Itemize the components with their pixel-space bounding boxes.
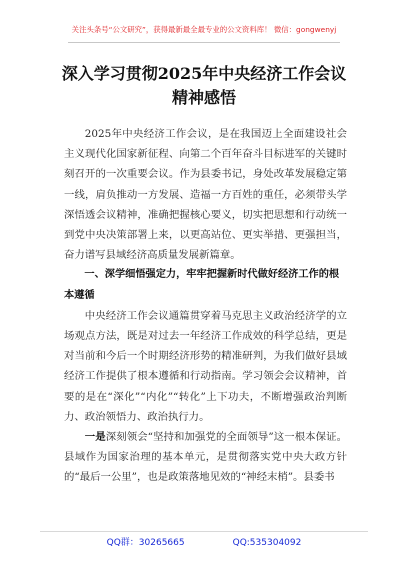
intro-paragraph: 2025年中央经济工作会议，是在我国迈上全面建设社会主义现代化国家新征程、向第二个百年奋斗目标进军的关键时刻召开的一次重要会议。作为县委书记，身处改革发展稳定第一线，肩负推动一方发展、造福一方百姓的重任，必须带头学深悟透会议精神，准确把握核心要义，切实把思想和行动统一到党中央决策部署上来，以更高站位、更实举措、更强担当，奋力谱写县域经济高质量发展新篇章。	[64, 128, 347, 262]
section-heading-1: 一、深学细悟强定力，牢牢把握新时代做好经济工作的根本遵循	[64, 269, 340, 301]
header-promo-note: 关注头条号“公文研究”，获得最新最全最专业的公文资料库！ 微信：gongwenyj	[71, 25, 337, 34]
footer-contact	[0, 535, 408, 551]
document-title	[40, 62, 368, 110]
header-divider	[68, 42, 340, 43]
title-line-1: 深入学习贯彻2025年中央经济工作会议	[61, 64, 347, 83]
point-text: 深刻领会“坚持和加强党的全面领导”这一根本保证。县域作为国家治理的基本单元，是贯彻落实党中央大政方针的“最后一公里”，也是政策落地见效的“神经末梢”。县委书	[64, 431, 348, 484]
footer-divider	[40, 531, 368, 532]
document-body	[64, 124, 347, 488]
footer-qq-group: QQ群：30265665	[106, 538, 185, 548]
title-line-2: 精神感悟	[171, 88, 236, 107]
section-1-paragraph-1: 中央经济工作会议通篇贯穿着马克思主义政治经济学的立场观点方法，既是对过去一年经济工作成效的科学总结，更是对当前和今后一个时期经济形势的精准研判，为我们做好县域经济工作提供了根本遵循和行动指南。学习领会会议精神，首要的是在“深化”“内化”“转化”上下功夫，不断增强政治判断力、政治领悟力、政治执行力。	[64, 309, 347, 423]
section-1-paragraph-2	[64, 427, 347, 488]
point-lead: 一是	[84, 431, 106, 444]
footer-qq-number: QQ:535304092	[232, 538, 302, 548]
